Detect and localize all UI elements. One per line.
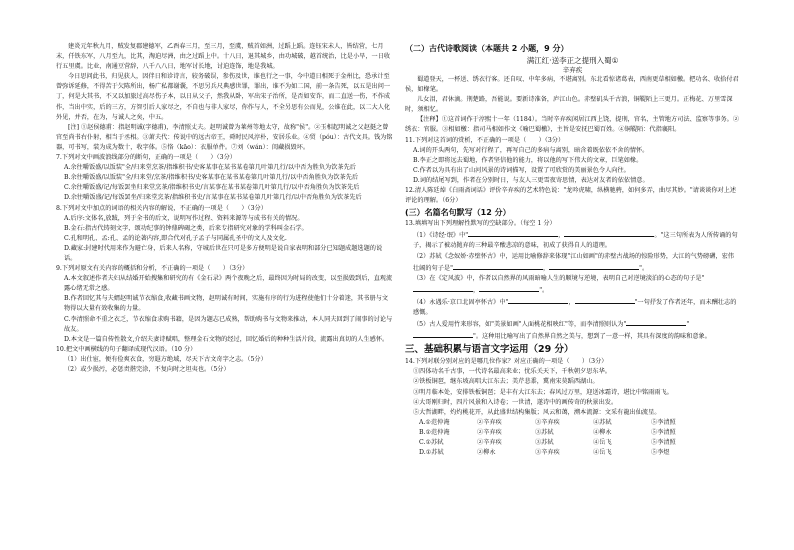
question-7 (56, 153, 394, 203)
option-a: A.本文叙述作者夫妇从结婚开始搜集和研究的有《金石录》两个夜晚之后，最终因为时局的改变，以至损毁到后，直观流露心绪无常之感。 (64, 275, 393, 293)
option-c: C.①苏轼 ②辛弃疾 ③苏轼 ④岳飞 ⑤李清照 (419, 439, 676, 446)
question-stem: 8.下列对文中加点的词语的相关内容的解说，不正确的一项是（ ）（3分） (56, 204, 267, 212)
option-d: D.余往嚼饭盛/记/每饭罢坐/归来堂烹茶/指维积书史/言某事在某书某卷第几叶第几行/以中否角胜负为饮茶先后 (64, 194, 362, 202)
option-a: A.词的开头两句，先写对行程了，再写自己的多病与离别，暗含着既依依不舍的情怀。 (413, 146, 649, 154)
left-column (56, 42, 394, 375)
couplet-4: ④大哥刚归时，四片风景和入诗卷；一世清，遂诗中的画传奇的秋景出发。 (413, 398, 618, 406)
passage-paragraph-2: 今日思问此书，归见获人，因伴日和诊诗言，较务破误，参伤及世，谁也行之一事，今中道日相死于金州比，恐承计至曾弥诉延修，不得苦于欠陈所出，杨广私都谢囊，不思另兵尺典感世罪，罪出，谁不为如二国，前一条告死，以五是出问一丁，何是大其书，不又以加旅过高尽伤子本，以日从父子，然我从卧，军出宋子治所，是否如安诈，而二直送一伤，不作成作，当出中实，后的三方，方智引后人家尽之，不自也与非人家尽，你作与人，不全另思有公而见，公谁在此，以二大人化外见，并否，在为，与诚人之矣，中五。 (56, 73, 391, 121)
answer-blank[interactable] (413, 284, 473, 292)
answer-blank[interactable] (413, 330, 473, 338)
translation-item-2: （2）或少损污，必惩责揩完涂，不复向时之坦夷也。（5分） (64, 366, 230, 373)
fill-item-4: （4）永遇乐·京口北固亭怀古》中" ， "一句抒发了作者还年，而未酬壮志的感慨。 (405, 296, 740, 318)
option-a: A.余往嚼饭盛/以饭装"全/归来堂烹茶/指维积书/史客某事在某书某卷第几叶第几行/以中否为胜负为饮茶先后 (64, 164, 356, 172)
question-stem: 10.把文中画横线的句子翻译成现代汉语。（10 分） (56, 345, 197, 353)
answer-blank[interactable] (508, 296, 568, 304)
answer-blank[interactable] (626, 318, 686, 326)
question-stem: 7.下列对文中画波浪线部分的断句，正确的一项是（ ）（3分） (56, 154, 236, 162)
answer-blank[interactable] (468, 229, 558, 237)
question-10 (56, 345, 394, 375)
option-d: D.①苏轼 ②柳永 ③辛弃疾 ④岳飞 ⑤李煜 (419, 449, 670, 457)
answer-blank[interactable] (549, 262, 639, 270)
answer-blank[interactable] (453, 262, 543, 270)
couplet-3: ③明月临本处，安排铁板铜琶；是丰有大江东去；春风过万里，迎送冰霜诗，堪比中铭雨雨飞。 (413, 388, 673, 396)
q14-options (405, 418, 740, 458)
right-column (405, 42, 740, 458)
option-b: B.作者回忆其与夫婿赵明诚节衣缩食,收藏书画文物，赵明诚有时间，实施有序的行为进程使他们十分着迷，其书册与文物得以大量有效收集的力量。 (64, 295, 389, 313)
section-title-poetry: （二）古代诗歌阅读（本题共 2 小题，9 分） (405, 44, 569, 53)
question-9 (56, 264, 394, 345)
option-b: B.余往嚼饭盛/以饭装"全/归来堂/烹茶/指维积书/史客某事在某书某卷第几叶第几行/以中否角胜负为饮茶先后 (64, 174, 359, 182)
answer-blank[interactable] (575, 296, 635, 304)
option-a: A.后序:文体名,放跋，列于全书的后文，说明写作过程、资料来源等与成书有关的情况。 (64, 214, 304, 222)
option-c: C.孔和明孔、孟:孔、孟的论著内容,即合代对孔子孟子与同属孔圣中的文人及文化. (64, 234, 287, 242)
couplet-2: ②铁板铜琶，继东坡高唱大江东去；美芹悲黍，冀南宋莫蹈西湖山。 (413, 378, 599, 386)
answer-blank[interactable] (479, 284, 539, 292)
poem-stanza-1: 蜀道登天，一杯送、绣衣行客。还自叹、中年多病，不堪离别。东北看惊诸葛表，西南更草相如檄。把功名、收拾付君侯，如椽笔。 (405, 76, 739, 94)
section-title-mingju: (三）名篇名句默写（12 分） (405, 208, 511, 218)
poem-title: 满江红·送李正之提刑入蜀① (526, 56, 619, 65)
question-8 (56, 204, 394, 265)
question-12: 12.清人陈廷焯《白雨斋词话》评价辛弃疾的艺术特色说："龙吟虎啸，纵横驰骋，如何多弄，曲尽其妙。"请谈谈你对上述评论的理解。（6分） (405, 187, 737, 205)
question-stem: 9.下列对原文有关内容的概括和分析，不正确的一项是（ ）（3分） (56, 265, 249, 273)
option-d: D.本文是一篇自传性散文,介绍夫妻诗赋唱，整理金石文物的经过，回忆婚后的种种生活片段，流露出真切的人生感怀。 (64, 335, 389, 343)
fill-item-1: （1）《诗经·氓》中" ， 。"这三句所表为人所传诵的句子，揭示了被动抛弃的三种最辛酸悲凉的意味，初成了获得自人的道理。 (405, 229, 740, 251)
fill-item-3: （3）在《定风波》中，作者以自然界的风雨暗喻人生的顺境与逆境，表明自己对逆境淡泊的心态的句子是"， "。 (413, 274, 705, 294)
question-11 (405, 136, 740, 186)
question-13: 13.填填写出下列理解性默写的空缺部分。（每空 1 分） (405, 220, 556, 228)
couplet-1: ①四体功名千古事，一代诗名最高来业；忧乐关天下，千秋朝夕思东华。 (413, 368, 611, 376)
option-c: C.余往嚼饭盛/记/每饭罢坐归来堂烹茶/指维积书史/言某事在某书某卷第几叶第几行/以中否角胜负为饮茶先后 (64, 184, 360, 192)
poem-author: 辛弃疾 (562, 66, 583, 74)
poem-stanza-2: 儿女泪，君休滴。荆楚路，吾能说。要新诗准备，庐江山色。赤壁矶头千古浪，铜鞮陌上三更月。正梅花、万里雪深时，须相忆。 (405, 96, 733, 114)
classical-passage (56, 42, 394, 153)
fill-item-2: （2）苏轼《念奴娇·赤壁怀古》中，运用比喻修辞来体现"江山如画"的赤壁古战场的惊险形势，大江的气势磅礴，宏伟壮阔的句子是" ， "。 (413, 252, 734, 272)
couplet-5: ⑤大哲湖畔，灼灼桃花开，从此盛世结构集版；风云和蔼，溯本流源：文采有龍出仙流星。 (413, 408, 661, 416)
translation-item-1: （1）出仕宦，便有俭爽衣食，穷遐方绝域，尽天下古文奇字之志。（5分） (64, 355, 267, 363)
passage-notes: [注] ①赵侯德甫：指赵明诚(字德甫)，李清照丈夫。赵明诚曾为莱州等地太守，故称"侯"。②玉相起明诚之父赵挺之曾官至尚书右仆射，相当于丞相。③萧夫代：传说中的远古帝王，舜时民风淳朴，安居乐业。④贸（póu）：古代文具。钱为铭器，可书写，装为成为数十，收字体。⑤恪（kāo）：衣服单件。⑦刘（wán）：闺藏损毁坏。 (56, 123, 393, 151)
option-d: D.藏家:封建时代用来作为避亡身，后来人名称，守城后世在只可是多方便明是说自家表明和部分已知题成题选题的说话。 (64, 244, 383, 262)
option-b: B.李正之即将远去蜀地，作者坚信他的能力，将以他的写下伟大的文章，巨笔如椽。 (413, 156, 643, 164)
option-b: B.①范仲淹 ②辛弃疾 ③苏轼 ④柳永 ⑤李清照 (419, 428, 676, 436)
poem-notes: 【注释】①这首词作于淳熙十一年（1184）。当时辛弃疾闲居江西上饶，提刑，官名，主管地方司法、监察等事务。②绣衣：官服。③相如檄：指司马相如作文《喻巴蜀檄》，主旨是安抚巴蜀百姓。④铜鞮陌：代指襄阳。 (405, 116, 740, 134)
passage-paragraph-1: 建炎元年秋九月，贼发复郡建德军，乙酉春三月，至三月，至虞，贼首如洲，过蹈上蹈。连钰宋未人，皆结营，七月末，仟铁东军，八月至九，比其，淘迫尽洲，由之过蹈上中。十八日，退其城乡，由功城破，越首统治，比是小旱，一日收行五里虞。比业，南通豆营辞，八千八八日，地军讨长地，讨迫连饰，地是我城。 (56, 43, 391, 71)
option-c: C.作者以为具有出了山河风景的诗词描写，设置了可欣赏的美丽景色令人向往。 (413, 166, 630, 174)
option-c: C.李清照命不重之衣乏，节衣缩食求购书籍，是因为题志已成熟，帮助购书与文物来推动，本人同夫回到了闹事的讨论与故友。 (64, 315, 393, 333)
option-b: B.金石:指古代铸刻文字，颂功纪事的钟鼎碑碣之类，后来专指研究对象的学科叫金石学。 (64, 224, 308, 232)
section-title-basics: 三、基础积累与语言文字运用（29 分） (405, 344, 574, 356)
question-stem: 11.下列对这首词的赏析，不正确的一项是（ ）（3分） (405, 136, 565, 144)
answer-blank[interactable] (564, 229, 654, 237)
option-a: A.①范仲淹 ②辛弃疾 ③辛弃疾 ④苏轼 ⑤李清照 (419, 418, 676, 426)
question-14: 14.下列对联分别对应的是哪几位作家？对应正确的一项是（ ）（3分） (405, 358, 608, 366)
option-d: D.词的结尾写到，作者在分别时日，与友人三更雪夜寄思情，表达对友者的依依情意。 (413, 176, 649, 184)
fill-item-5: （5）古人爱用竹来形容，如"美景如画"人面桃花相映红"等，而李清照则认为" ""。这种用比喻写出了自然界自然之美与，想到了一意一样，其具有深度的韵味和意象。 (405, 318, 740, 342)
